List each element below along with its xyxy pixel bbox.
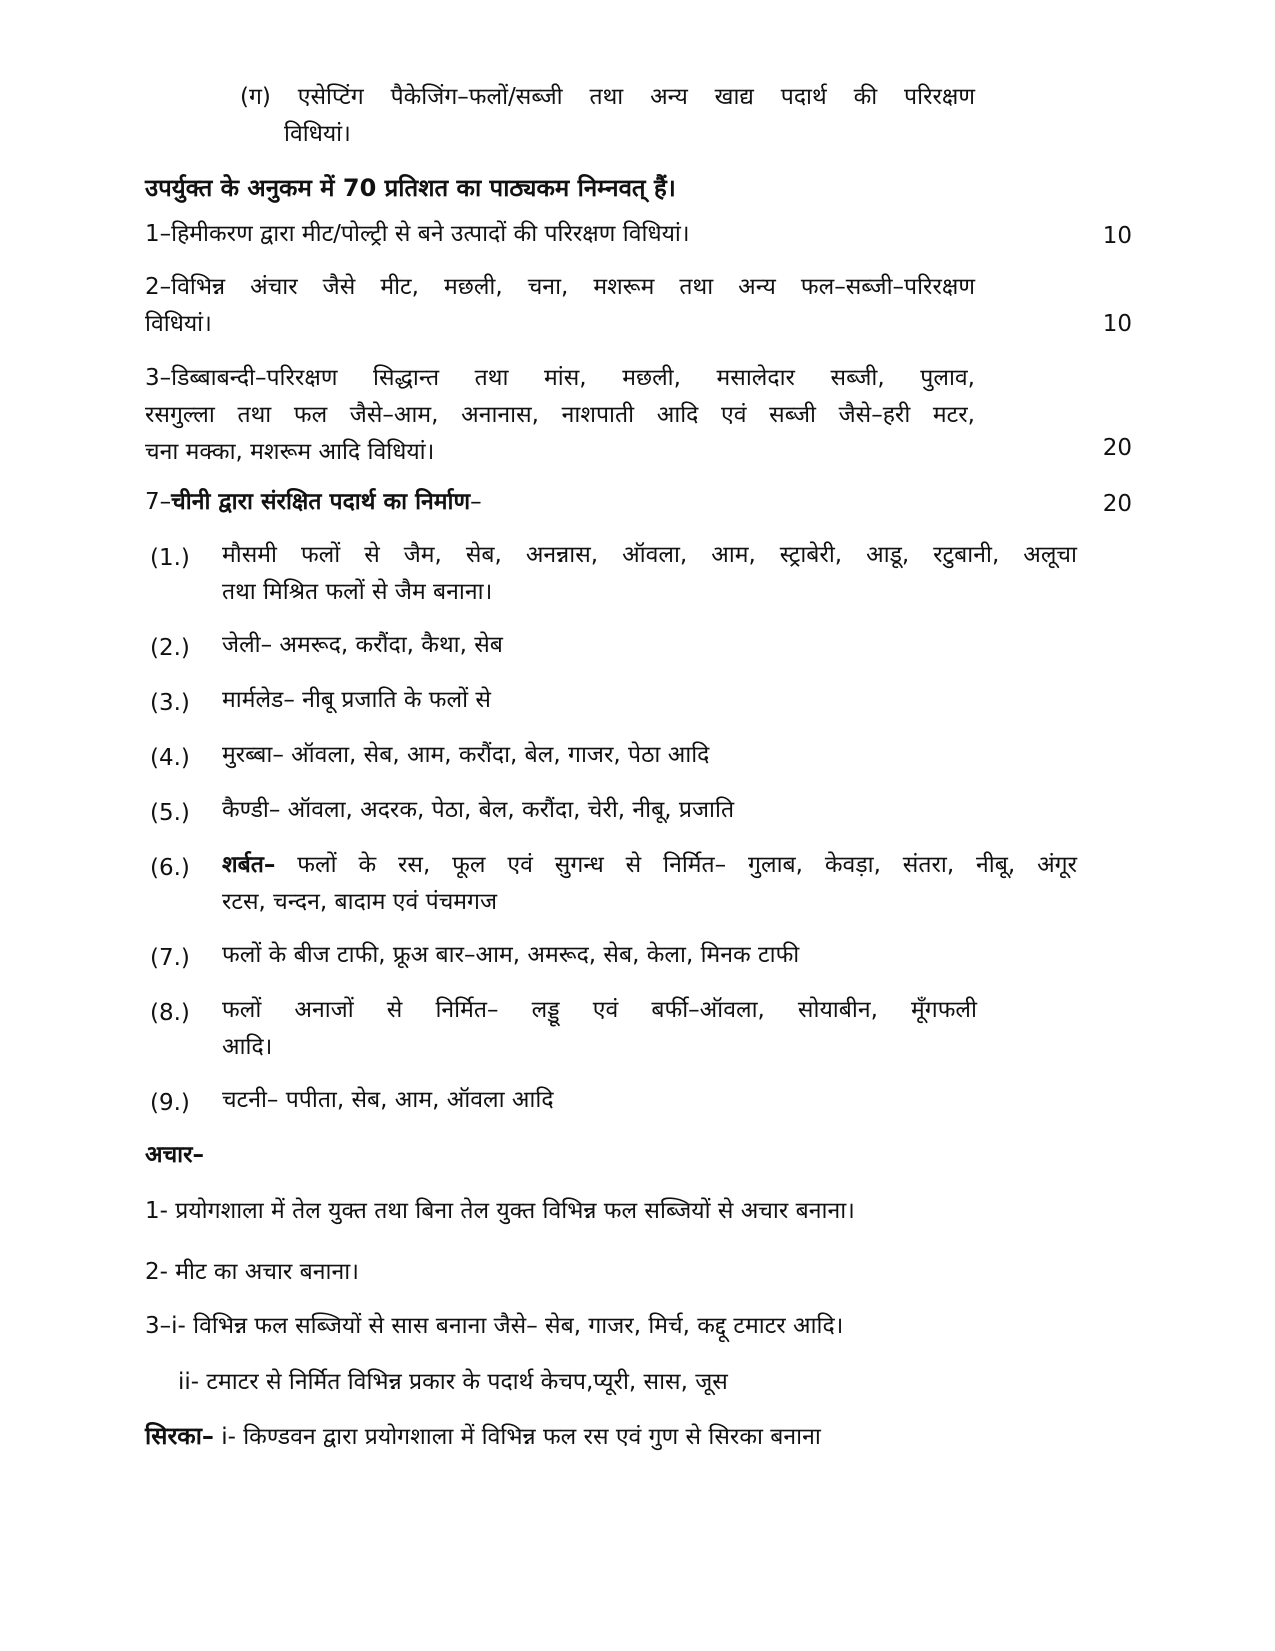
topic-1-marks: 10	[1102, 223, 1132, 249]
item-3-number: (3.)	[150, 690, 190, 716]
section-7-marks: 20	[1102, 491, 1132, 517]
sirka-line	[145, 1418, 821, 1456]
item-5-line-1: कैण्डी– ऑवला, अदरक, पेठा, बेल, करौंदा, चेरी, नीबू, प्रजाति	[222, 797, 735, 823]
sirka-text: i- किण्डवन द्वारा प्रयोगशाला में विभिन्न फल रस एवं गुण से सिरका बनाना	[213, 1424, 821, 1450]
topic-1-line-1: 1–हिमीकरण द्वारा मीट/पोल्ट्री से बने उत्पादों की परिरक्षण विधियां।	[145, 221, 690, 247]
item-2-line-1: जेली– अमरूद, करौंदा, कैथा, सेब	[222, 632, 503, 658]
section-7-suffix: –	[470, 489, 482, 515]
intro-g	[240, 79, 975, 153]
item-1	[222, 537, 1077, 611]
item-4	[222, 737, 709, 774]
item-4-line-1: मुरब्बा– ऑवला, सेब, आम, करौंदा, बेल, गाजर, पेठा आदि	[222, 742, 710, 768]
item-4-number: (4.)	[150, 745, 190, 771]
heading-70-percent: उपर्युक्त के अनुकम में 70 प्रतिशत का पाठ्यकम निम्नवत् हैं।	[145, 174, 676, 202]
item-9	[222, 1082, 554, 1119]
item-7-line-1: फलों के बीज टाफी, फ्रूअ बार–आम, अमरूद, सेब, केला, मिनक टाफी	[222, 942, 800, 968]
item-6-line-1	[222, 847, 1077, 884]
item-8-line-1: फलों अनाजों से निर्मित– लड्डू एवं बर्फी–ऑवला, सोयाबीन, मूँगफली	[222, 997, 977, 1023]
item-7-number: (7.)	[150, 945, 190, 971]
item-6-bold-label: शर्बत–	[222, 852, 276, 878]
item-6-line-1-text: फलों के रस, फूल एवं सुगन्ध से निर्मित– गुलाब, केवड़ा, संतरा, नीबू, अंगूर	[275, 852, 1077, 878]
sirka-label: सिरका–	[145, 1422, 214, 1450]
topic-3-line-1: 3–डिब्बाबन्दी–परिरक्षण सिद्धान्त तथा मांस, मछली, मसालेदार सब्जी, पुलाव,	[145, 365, 975, 391]
topic-3-line-3: चना मक्का, मशरूम आदि विधियां।	[145, 439, 435, 465]
topic-2-line-1: 2–विभिन्न अंचार जैसे मीट, मछली, चना, मशरूम तथा अन्य फल–सब्जी–परिरक्षण	[145, 274, 975, 300]
item-2	[222, 627, 503, 664]
topic-2	[145, 269, 975, 343]
item-1-number: (1.)	[150, 545, 190, 571]
item-7	[222, 937, 799, 974]
achar-line-1: 1- प्रयोगशाला में तेल युक्त तथा बिना तेल युक्त विभिन्न फल सब्जियों से अचार बनाना।	[145, 1198, 855, 1224]
item-6-line-2: रटस, चन्दन, बादाम एवं पंचमगज	[222, 889, 498, 915]
item-1-line-1: मौसमी फलों से जैम, सेब, अनन्नास, ऑवला, आम, स्ट्राबेरी, आडू, रटुबानी, अलूचा	[222, 542, 1077, 568]
item-3	[222, 682, 491, 719]
topic-2-line-2: विधियां।	[145, 311, 212, 337]
section-7-title: चीनी द्वारा संरक्षित पदार्थ का निर्माण	[171, 489, 471, 515]
achar-heading: अचार–	[145, 1142, 205, 1168]
item-6	[222, 847, 1077, 921]
item-8	[222, 992, 977, 1066]
achar-line-4: ii- टमाटर से निर्मित विभिन्न प्रकार के पदार्थ केचप,प्यूरी, सास, जूस	[178, 1369, 728, 1395]
topic-3	[145, 360, 975, 471]
item-6-number: (6.)	[150, 855, 190, 881]
item-9-number: (9.)	[150, 1090, 190, 1116]
item-9-line-1: चटनी– पपीता, सेब, आम, ऑवला आदि	[222, 1087, 554, 1113]
item-1-line-2: तथा मिश्रित फलों से जैम बनाना।	[222, 579, 493, 605]
item-3-line-1: मार्मलेड– नीबू प्रजाति के फलों से	[222, 687, 491, 713]
achar-line-3: 3–i- विभिन्न फल सब्जियों से सास बनाना जैसे– सेब, गाजर, मिर्च, कद्दू टमाटर आदि।	[145, 1313, 844, 1339]
topic-3-line-2: रसगुल्ला तथा फल जैसे–आम, अनानास, नाशपाती आदि एवं सब्जी जैसे–हरी मटर,	[145, 402, 975, 428]
achar-line-2: 2- मीट का अचार बनाना।	[145, 1259, 359, 1285]
item-5-number: (5.)	[150, 800, 190, 826]
section-7-heading	[145, 484, 482, 521]
section-7-prefix: 7–	[145, 489, 172, 515]
item-2-number: (2.)	[150, 635, 190, 661]
intro-g-line-1: (ग) एसेप्टिंग पैकेजिंग–फलों/सब्जी तथा अन्य खाद्य पदार्थ की परिरक्षण	[240, 84, 975, 110]
item-5	[222, 792, 734, 829]
intro-g-line-2: विधियां।	[284, 121, 351, 147]
topic-3-marks: 20	[1102, 435, 1132, 461]
topic-2-marks: 10	[1102, 311, 1132, 337]
topic-1	[145, 216, 945, 253]
item-8-number: (8.)	[150, 1000, 190, 1026]
item-8-line-2: आदि।	[222, 1034, 273, 1060]
